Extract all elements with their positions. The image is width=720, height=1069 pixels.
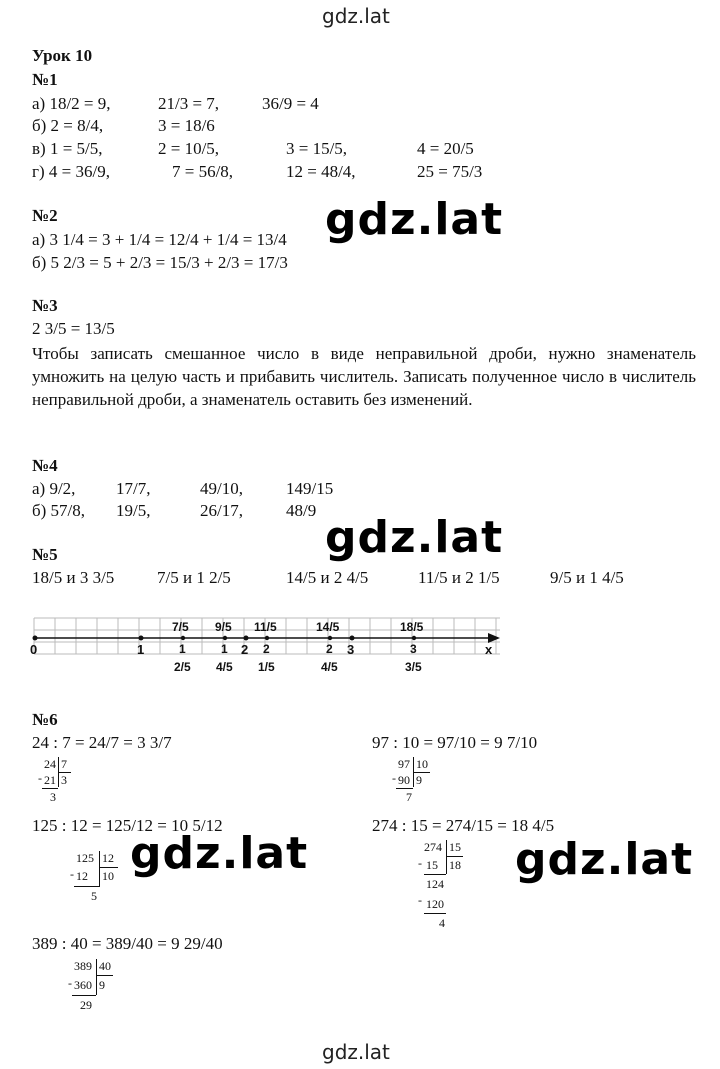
axis-bottom-label-4: 4/5 — [321, 660, 338, 674]
ex5-item-4: 11/5 и 2 1/5 — [418, 568, 500, 587]
div1-minus: - — [38, 771, 42, 785]
axis-bottom-label-1: 2/5 — [174, 660, 191, 674]
ex1-v-2: 2 = 10/5, — [158, 139, 220, 158]
div3-minus: - — [70, 867, 74, 881]
div1-dividend: 24 — [44, 757, 56, 771]
point-7-5 — [181, 636, 185, 640]
ex5-item-1: 18/5 и 3 3/5 — [32, 568, 115, 587]
ex6-eq-2: 97 : 10 = 97/10 = 9 7/10 — [372, 733, 538, 752]
ex1-g-4: 25 = 75/3 — [417, 162, 483, 181]
div4-sub: 15 — [426, 858, 438, 872]
div4-line-1 — [424, 874, 446, 875]
axis-int-0: 0 — [30, 642, 38, 657]
watermark-bottom: gdz.lat — [322, 1040, 390, 1064]
axis-int-3: 3 — [347, 642, 355, 657]
point-2 — [244, 636, 249, 641]
ex4-b-3: 26/17, — [200, 501, 243, 520]
ex6-eq-4: 274 : 15 = 274/15 = 18 4/5 — [372, 816, 555, 835]
ex4-b-1: б) 57/8, — [32, 501, 86, 520]
watermark-4: gdz.lat — [515, 834, 694, 885]
div4-line-2 — [424, 913, 446, 914]
axis-mid-label-2: 1 — [221, 642, 228, 656]
div2-divisor: 10 — [416, 757, 428, 771]
div5-line — [72, 995, 96, 996]
div3-line — [74, 886, 99, 887]
div3-remainder: 5 — [91, 889, 97, 903]
div5-minus: - — [68, 976, 72, 990]
div1-line — [42, 788, 58, 789]
div2-dividend: 97 — [398, 757, 410, 771]
ex1-v-1: в) 1 = 5/5, — [32, 139, 103, 158]
ex1-b-1: б) 2 = 8/4, — [32, 116, 104, 135]
axis-top-label-1: 7/5 — [172, 620, 189, 634]
ex1-v-3: 3 = 15/5, — [286, 139, 348, 158]
div4-divisor: 15 — [449, 840, 461, 854]
axis-mid-label-4: 2 — [326, 642, 333, 656]
div4-sub-2: 120 — [426, 897, 444, 911]
ex3-line: 2 3/5 = 13/5 — [32, 319, 115, 338]
axis-int-2: 2 — [241, 642, 249, 657]
watermark-top: gdz.lat — [322, 4, 390, 28]
ex2-label: №2 — [32, 206, 58, 225]
watermark-2: gdz.lat — [325, 512, 504, 563]
ex3-label: №3 — [32, 296, 58, 315]
div1-sub: 21 — [44, 773, 56, 787]
lesson-title: Урок 10 — [32, 46, 93, 65]
div3-divisor-line — [100, 867, 118, 868]
ex1-g-2: 7 = 56/8, — [172, 162, 234, 181]
div3-divisor: 12 — [102, 851, 114, 865]
div5-bar — [96, 959, 97, 995]
ex4-a-4: 149/15 — [286, 479, 334, 498]
div4-quotient: 18 — [449, 858, 461, 872]
ex4-label: №4 — [32, 456, 58, 475]
div5-quotient: 9 — [99, 978, 105, 992]
axis-bottom-label-2: 4/5 — [216, 660, 233, 674]
div5-divisor: 40 — [99, 959, 111, 973]
axis-mid-label-1: 1 — [179, 642, 186, 656]
div4-minus-1: - — [418, 856, 422, 870]
ex2-a: а) 3 1/4 = 3 + 1/4 = 12/4 + 1/4 = 13/4 — [32, 230, 287, 249]
ex4-b-4: 48/9 — [286, 501, 317, 520]
div4-minus-2: - — [418, 893, 422, 907]
div3-bar — [99, 851, 100, 887]
ex5-label: №5 — [32, 545, 58, 564]
ex6-label: №6 — [32, 710, 58, 729]
div1-divisor: 7 — [61, 757, 67, 771]
axis-top-label-4: 14/5 — [316, 620, 340, 634]
ex4-a-1: а) 9/2, — [32, 479, 76, 498]
ex5-item-2: 7/5 и 1 2/5 — [157, 568, 231, 587]
point-11-5 — [265, 636, 269, 640]
ex3-paragraph: Чтобы записать смешанное число в виде неправильной дроби, нужно знаменатель умножить на целую часть и прибавить числитель. Записать полученное число в числитель неправильной дроби, а знаменатель оставить без изменений. — [32, 344, 696, 409]
div4-divisor-line — [447, 856, 463, 857]
ex5-item-3: 14/5 и 2 4/5 — [286, 568, 369, 587]
div2-sub: 90 — [398, 773, 410, 787]
ex1-a-2: 21/3 = 7, — [158, 94, 220, 113]
point-14-5 — [328, 636, 332, 640]
div5-dividend: 389 — [74, 959, 92, 973]
axis-bottom-label-3: 1/5 — [258, 660, 275, 674]
point-1 — [139, 636, 144, 641]
axis-top-label-5: 18/5 — [400, 620, 424, 634]
div1-remainder: 3 — [50, 790, 56, 804]
div2-remainder: 7 — [406, 790, 412, 804]
div2-line — [396, 788, 413, 789]
point-9-5 — [223, 636, 227, 640]
div1-quotient: 3 — [61, 773, 67, 787]
div4-remainder: 4 — [439, 916, 445, 930]
div2-quotient: 9 — [416, 773, 422, 787]
ex1-v-4: 4 = 20/5 — [417, 139, 474, 158]
ex4-b-2: 19/5, — [116, 501, 151, 520]
ex5-item-5: 9/5 и 1 4/5 — [550, 568, 624, 587]
axis-bottom-label-5: 3/5 — [405, 660, 422, 674]
axis-int-1: 1 — [137, 642, 145, 657]
ex6-eq-5: 389 : 40 = 389/40 = 9 29/40 — [32, 934, 223, 953]
div5-divisor-line — [97, 975, 113, 976]
axis-top-label-2: 9/5 — [215, 620, 232, 634]
axis-mid-label-5: 3 — [410, 642, 417, 656]
div2-minus: - — [392, 771, 396, 785]
ex1-a-3: 36/9 = 4 — [262, 94, 319, 113]
ex4-a-3: 49/10, — [200, 479, 243, 498]
axis-x-label: x — [485, 642, 493, 657]
div4-next: 124 — [426, 877, 444, 891]
point-3 — [350, 636, 355, 641]
div3-sub: 12 — [76, 869, 88, 883]
ex4-a-2: 17/7, — [116, 479, 151, 498]
div4-bar — [446, 840, 447, 874]
ex1-g-1: г) 4 = 36/9, — [32, 162, 110, 181]
ex2-b: б) 5 2/3 = 5 + 2/3 = 15/3 + 2/3 = 17/3 — [32, 253, 288, 272]
ex1-a-1: а) 18/2 = 9, — [32, 94, 111, 113]
div5-remainder: 29 — [80, 998, 92, 1012]
watermark-3: gdz.lat — [130, 828, 309, 879]
point-18-5 — [412, 636, 416, 640]
ex1-label: №1 — [32, 70, 58, 89]
ex6-eq-3: 125 : 12 = 125/12 = 10 5/12 — [32, 816, 223, 835]
ex1-b-2: 3 = 18/6 — [158, 116, 215, 135]
axis-mid-label-3: 2 — [263, 642, 270, 656]
watermark-1: gdz.lat — [325, 194, 504, 245]
axis-top-label-3: 11/5 — [254, 620, 277, 634]
ex6-eq-1: 24 : 7 = 24/7 = 3 3/7 — [32, 733, 172, 752]
div5-sub: 360 — [74, 978, 92, 992]
ex1-g-3: 12 = 48/4, — [286, 162, 356, 181]
div3-quotient: 10 — [102, 869, 114, 883]
point-0 — [33, 636, 38, 641]
div3-dividend: 125 — [76, 851, 94, 865]
div4-dividend: 274 — [424, 840, 442, 854]
